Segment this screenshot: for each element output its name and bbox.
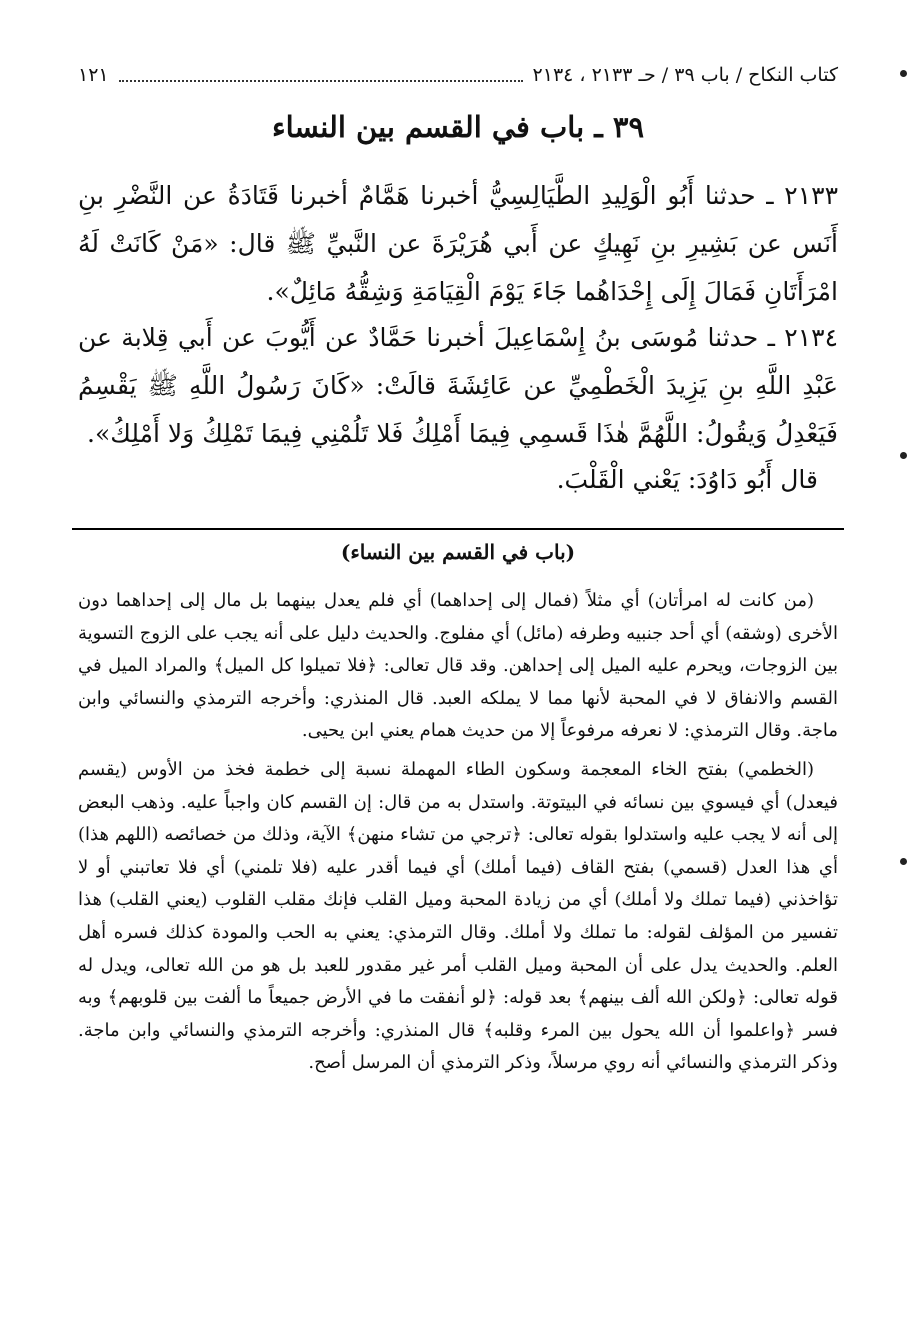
separator-rule <box>72 528 844 530</box>
abu-dawud-note: قال أَبُو دَاوُدَ: يَعْني الْقَلْبَ. <box>556 465 818 494</box>
page-number: ١٢١ <box>78 64 109 86</box>
commentary-paragraph: (الخطمي) بفتح الخاء المعجمة وسكون الطاء المهملة نسبة إلى خطمة فخذ من الأوس (يقسم فيعدل) أي فيسوي بين نسائه في البيتوتة. واستدل به من قال: إن القسم كان واجباً عليه. وذهب البعض إلى أنه لا يجب عليه واستدلوا بقوله تعالى: ﴿ترجي من تشاء منهن﴾ الآية، وذلك من خصائصه (اللهم هذا) أي هذا العدل (قسمي) بفتح القاف (فيما أملك) أي فيما أقدر عليه (فلا تلمني) أي فلا تعاتبني أو لا تؤاخذني (فيما تملك ولا أملك) أي من زيادة المحبة وميل القلب فإنك مقلب القلوب (يعني القلب) هذا تفسير من المؤلف لقوله: ما تملك ولا أملك. وقال الترمذي: يعني به الحب والمودة كذلك فسره أهل العلم. والحديث يدل على أن المحبة وميل القلب أمر غير مقدور للعبد بل هو من الله تعالى، ويدل له قوله تعالى: ﴿ولكن الله ألف بينهم﴾ بعد قوله: ﴿لو أنفقت ما في الأرض جميعاً ما ألفت بين قلوبهم﴾ وبه فسر ﴿واعلموا أن الله يحول بين المرء وقلبه﴾ قال المنذري: وأخرجه الترمذي والنسائي وابن ماجة. وذكر الترمذي والنسائي أنه روي مرسلاً، وذكر الترمذي أن المرسل أصح. <box>78 758 838 1074</box>
margin-mark <box>900 858 907 865</box>
leader-dots <box>119 68 523 82</box>
chapter-title: ٣٩ ـ باب في القسم بين النساء <box>271 110 645 144</box>
margin-mark <box>900 452 907 459</box>
hadith-2133: ٢١٣٣ ـ حدثنا أَبُو الْوَلِيدِ الطَّيَالِسِيُّ أخبرنا هَمَّامٌ أخبرنا قَتَادَةُ عن النَّضْرِ بنِ أَنَس عن بَشِيرِ بنِ نَهِيكٍ عن أَبي هُرَيْرَةَ عن النَّبيِّ ﷺ قال: «مَنْ كَانَتْ لَهُ امْرَأَتَانِ فَمَالَ إِلَى إِحْدَاهُما جَاءَ يَوْمَ الْقِيَامَةِ وَشِقُّهُ مَائِلٌ». <box>78 181 838 306</box>
margin-mark <box>900 70 907 77</box>
hadith-2134: ٢١٣٤ ـ حدثنا مُوسَى بنُ إِسْمَاعِيلَ أخبرنا حَمَّادٌ عن أَيُّوبَ عن أَبي قِلابة عن عَبْدِ اللَّهِ بنِ يَزِيدَ الْخَطْمِيِّ عن عَائِشَةَ قالَتْ: «كَانَ رَسُولُ اللَّهِ ﷺ يَقْسِمُ فَيَعْدِلُ وَيقُولُ: اللَّهُمَّ هٰذَا قَسمِي فِيمَا أَمْلِكُ فَلا تَلُمْنِي فِيمَا تَمْلِكُ وَلا أَمْلِكُ». <box>78 323 838 448</box>
commentary-paragraph: (من كانت له امرأتان) أي مثلاً (فمال إلى إحداهما) أي فلم يعدل بينهما بل مال إلى إحداهما دون الأخرى (وشقه) أي أحد جنبيه وطرفه (مائل) أي مفلوج. والحديث دليل على أنه يجب على الزوج التسوية بين الزوجات، ويحرم عليه الميل إلى إحداهن. وقد قال تعالى: ﴿فلا تميلوا كل الميل﴾ والمراد الميل في القسم والانفاق لا في المحبة لأنها مما لا يملكه العبد. قال المنذري: وأخرجه الترمذي والنسائي وابن ماجة. وقال الترمذي: لا نعرفه مرفوعاً إلا من حديث همام يعني ابن يحيى. <box>78 590 838 742</box>
hadith-text <box>78 172 838 510</box>
commentary-title: (باب في القسم بين النساء) <box>340 540 576 564</box>
running-title: كتاب النكاح / باب ٣٩ / حـ ٢١٣٣ ، ٢١٣٤ <box>532 64 838 86</box>
running-header <box>78 58 838 92</box>
commentary-text <box>78 585 838 1086</box>
